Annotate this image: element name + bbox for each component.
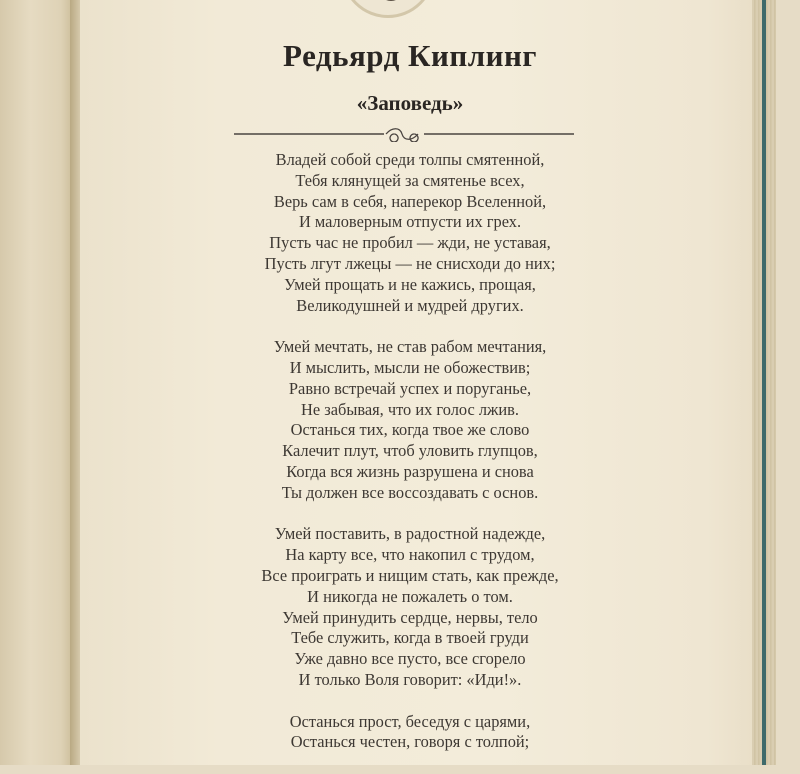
poem-line: На карту все, что накопил с трудом, [285, 545, 535, 565]
poem-line: И мыслить, мысли не обожествив; [289, 357, 531, 377]
poem-line: Пусть час не пробил — жди, не уставая, [269, 233, 551, 253]
stanza [175, 524, 645, 690]
poem-line: Уже давно все пусто, все сгорело [294, 649, 526, 669]
left-page [0, 0, 76, 765]
stanza [175, 150, 645, 316]
poem-line: Владей собой среди толпы смятенной, [275, 150, 545, 169]
poem-line: Верь сам в себя, наперекор Вселенной, [273, 191, 547, 211]
poem-line: Тебе служить, когда в твоей груди [291, 628, 529, 648]
portrait-figure [376, 0, 406, 1]
poem-line: Умей принудить сердце, нервы, тело [282, 607, 538, 627]
poem-line: Когда вся жизнь разрушена и снова [286, 461, 534, 481]
poem-line: Все проиграть и нищим стать, как прежде, [261, 565, 559, 585]
poem-line: Тебя клянущей за смятенье всех, [295, 170, 525, 190]
poem-line: Калечит плут, чтоб уловить глупцов, [282, 441, 538, 461]
poem-line: Не забывая, что их голос лжив. [301, 399, 519, 419]
poem-title: «Заповедь» [356, 91, 464, 115]
poem-line: Великодушней и мудрей других. [296, 295, 524, 315]
poem-line: Умей прощать и не кажись, прощая, [284, 274, 536, 294]
poem-line: Ты должен все воссоздавать с основ. [281, 482, 539, 502]
poem-line: И только Воля говорит: «Иди!». [298, 669, 522, 689]
poem-line: Умей поставить, в радостной надежде, [274, 524, 546, 544]
poem-line: Останься прост, беседуя с царями, [289, 711, 531, 731]
poem-line: Останься тих, когда твое же слово [290, 420, 530, 440]
poem-body [175, 150, 645, 774]
poem-line: И маловерным отпусти их грех. [298, 212, 522, 232]
poem-line: Равно встречай успех и поруганье, [288, 378, 532, 398]
ornament-divider [234, 126, 574, 142]
stanza [175, 337, 645, 503]
poem-line: Умей мечтать, не став рабом мечтания, [273, 337, 547, 357]
poem-line: И никогда не пожалеть о том. [307, 586, 513, 606]
poem-line: Останься честен, говоря с толпой; [290, 732, 530, 752]
author-name: Редьярд Киплинг [283, 38, 537, 73]
poem-line: Пусть лгут лжецы — не снисходи до них; [264, 253, 556, 273]
stanza [175, 712, 645, 754]
cover-edge [762, 0, 766, 765]
